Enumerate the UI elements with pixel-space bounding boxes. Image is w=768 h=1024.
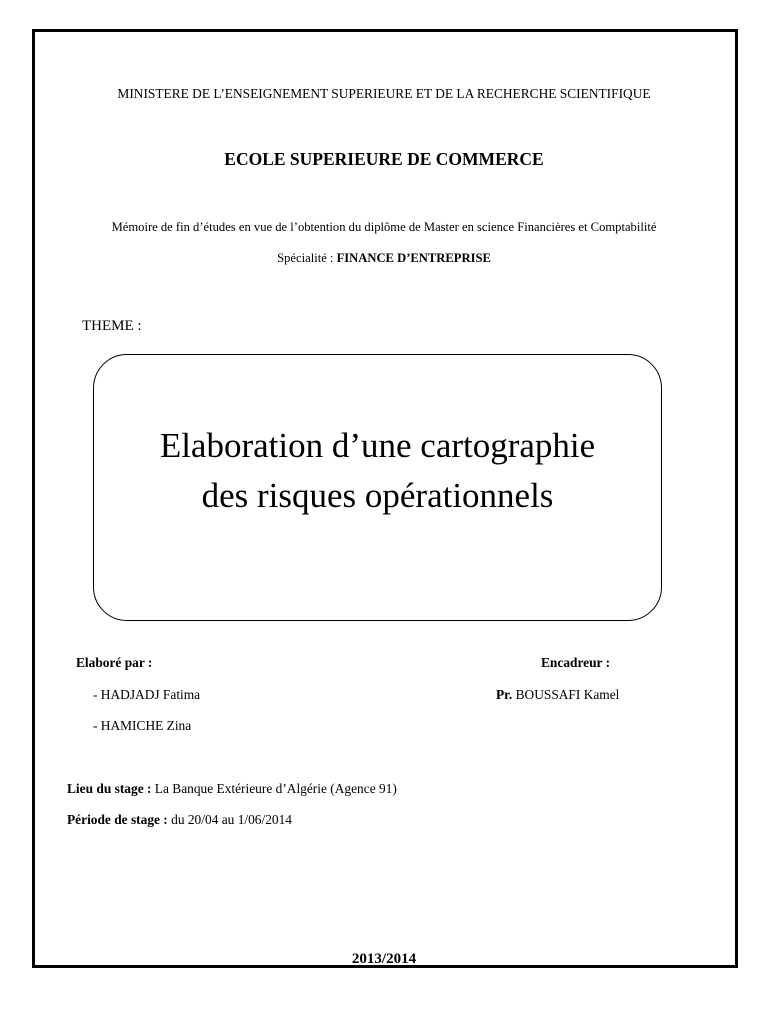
internship-place-line xyxy=(67,781,397,797)
theme-title-line-1: Elaboration d’une cartographie xyxy=(159,426,596,465)
theme-box xyxy=(93,354,662,621)
speciality-value: FINANCE D’ENTREPRISE xyxy=(336,251,491,265)
authors-label: Elaboré par : xyxy=(76,655,153,670)
speciality-label: Spécialité : xyxy=(277,251,337,265)
speciality-line xyxy=(0,251,768,266)
theme-title-line-2: des risques opérationnels xyxy=(201,476,554,515)
memoire-description: Mémoire de fin d’études en vue de l’obtention du diplôme de Master en science Financières et Comptabilité xyxy=(111,220,657,234)
internship-place-label: Lieu du stage : xyxy=(67,781,155,796)
supervisor-title: Pr. xyxy=(496,687,513,702)
ministry-heading: MINISTERE DE L’ENSEIGNEMENT SUPERIEURE ET DE LA RECHERCHE SCIENTIFIQUE xyxy=(117,86,651,101)
supervisor-name-line xyxy=(496,687,619,703)
author-item: - HADJADJ Fatima xyxy=(93,687,201,702)
internship-period-value: du 20/04 au 1/06/2014 xyxy=(171,812,293,827)
school-name: ECOLE SUPERIEURE DE COMMERCE xyxy=(224,149,544,169)
supervisor-name: BOUSSAFI Kamel xyxy=(512,687,620,702)
theme-label: THEME : xyxy=(82,318,142,334)
internship-period-label: Période de stage : xyxy=(67,812,172,827)
author-item: - HAMICHE Zina xyxy=(93,718,192,733)
supervisor-label: Encadreur : xyxy=(541,655,611,670)
theme-title xyxy=(94,421,661,521)
internship-period-line xyxy=(67,812,292,828)
internship-place-value: La Banque Extérieure d’Algérie (Agence 91) xyxy=(154,781,397,796)
academic-year: 2013/2014 xyxy=(351,951,417,967)
